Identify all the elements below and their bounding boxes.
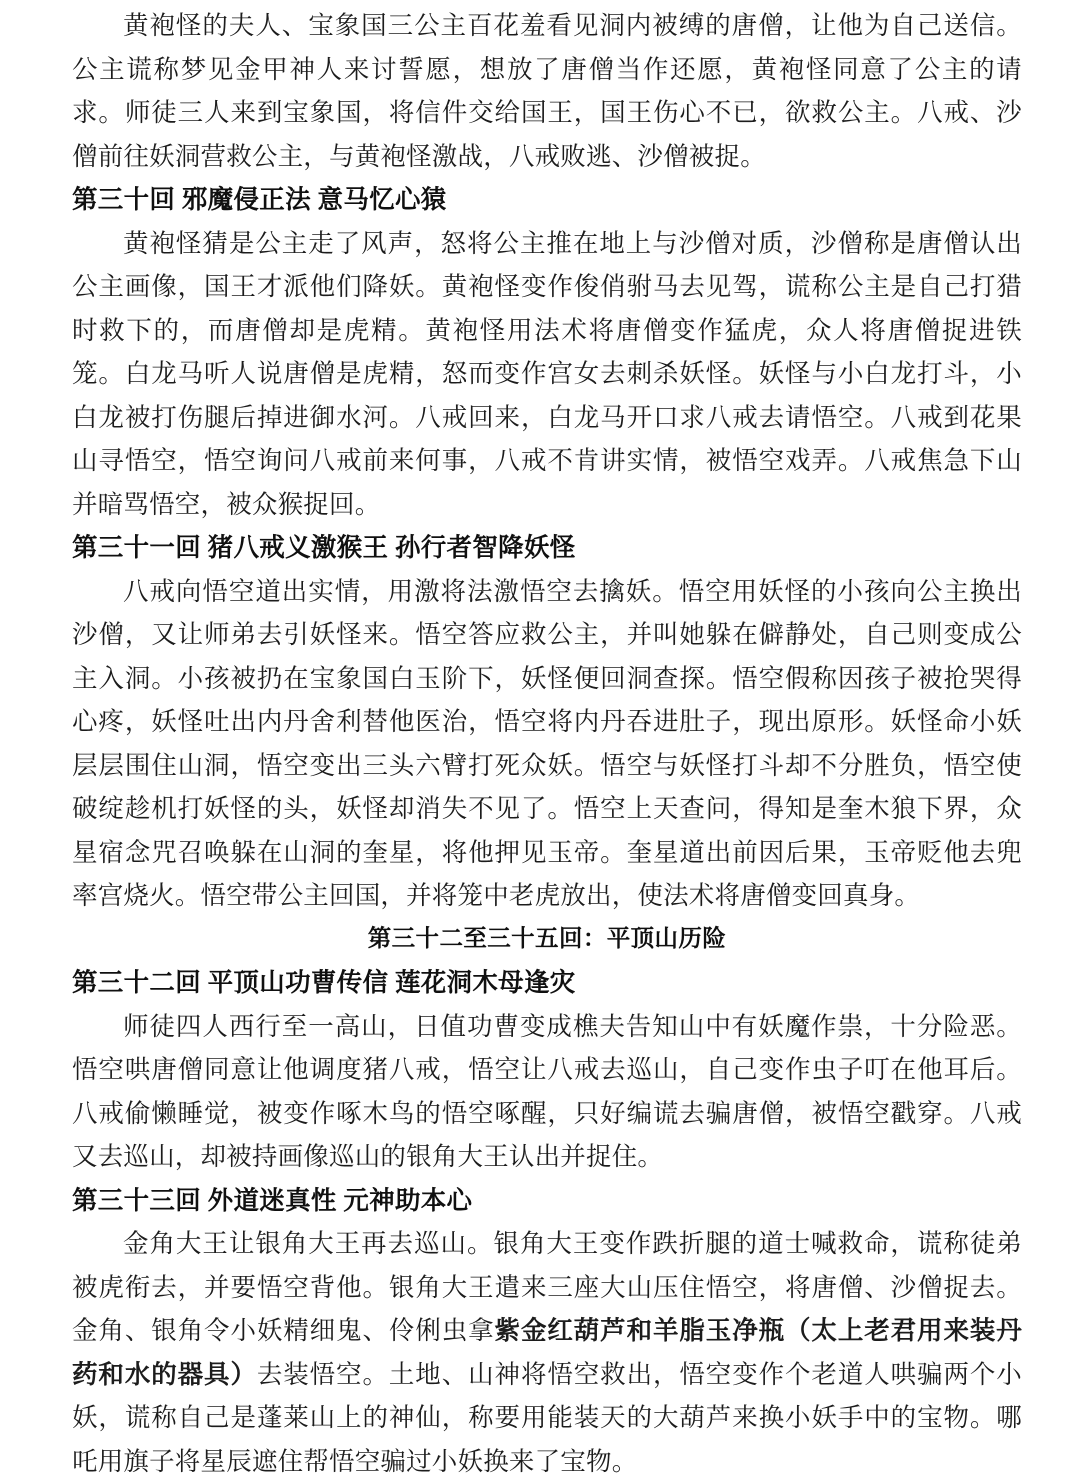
chapter-heading-33: 第三十三回 外道迷真性 元神助本心 [72,1185,473,1215]
text-run: 金角大王让银角大王再去巡山。银角大王变作跌折腿的道士喊救命，谎称徒弟被虎衔去，并要悟空背他。银角大王遣来三座大山压住悟空，将唐僧、沙僧捉去。金角、银角令小妖精细鬼、伶俐虫拿 [72,1229,1022,1345]
chapter-heading-31: 第三十一回 猪八戒义激猴王 孙行者智降妖怪 [72,533,576,562]
emphasis-run: 紫金红葫芦和羊脂玉净瓶（太上老君用来装丹药和水的器具） [72,1316,1022,1389]
chapter-heading-30: 第三十回 邪魔侵正法 意马忆心猿 [72,185,447,214]
chapter-heading-32: 第三十二回 平顶山功曹传信 莲花洞木母逢灾 [72,968,576,997]
text-run: 去装悟空。土地、山神将悟空救出，悟空变作个老道人哄骗两个小妖，谎称自己是蓬莱山上的神仙，称要用能装天的大葫芦来换小妖手中的宝物。哪吒用旗子将星辰遮住帮悟空骗过小妖换来了宝物。 [72,1359,1022,1476]
section-heading-32-35: 第三十二至三十五回：平顶山历险 [367,925,727,952]
paragraph-chapter-32: 师徒四人西行至一高山，日值功曹变成樵夫告知山中有妖魔作祟，十分险恶。悟空哄唐僧同意让他调度猪八戒，悟空让八戒去巡山，自己变作虫子叮在他耳后。八戒偷懒睡觉，被变作啄木鸟的悟空啄醒，只好编谎去骗唐僧，被悟空戳穿。八戒又去巡山，却被持画像巡山的银角大王认出并捉住。 [72,1011,1022,1171]
paragraph-intro: 黄袍怪的夫人、宝象国三公主百花羞看见洞内被缚的唐僧，让他为自己送信。公主谎称梦见金甲神人来讨誓愿，想放了唐僧当作还愿，黄袍怪同意了公主的请求。师徒三人来到宝象国，将信件交给国王，国王伤心不已，欲救公主。八戒、沙僧前往妖洞营救公主，与黄袍怪激战，八戒败逃、沙僧被捉。 [72,11,1022,171]
paragraph-chapter-31: 八戒向悟空道出实情，用激将法激悟空去擒妖。悟空用妖怪的小孩向公主换出沙僧，又让师弟去引妖怪来。悟空答应救公主，并叫她躲在僻静处，自己则变成公主入洞。小孩被扔在宝象国白玉阶下，妖怪便回洞查探。悟空假称因孩子被抢哭得心疼，妖怪吐出内丹舍利替他医治，悟空将内丹吞进肚子，现出原形。妖怪命小妖层层围住山洞，悟空变出三头六臂打死众妖。悟空与妖怪打斗却不分胜负，悟空使破绽趁机打妖怪的头，妖怪却消失不见了。悟空上天查问，得知是奎木狼下界，众星宿念咒召唤躲在山洞的奎星，将他押见玉帝。奎星道出前因后果，玉帝贬他去兜率宫烧火。悟空带公主回国，并将笼中老虎放出，使法术将唐僧变回真身。 [72,576,1022,910]
paragraph-chapter-30: 黄袍怪猜是公主走了风声，怒将公主推在地上与沙僧对质，沙僧称是唐僧认出公主画像，国王才派他们降妖。黄袍怪变作俊俏驸马去见驾，谎称公主是自己打猎时救下的，而唐僧却是虎精。黄袍怪用法术将唐僧变作猛虎，众人将唐僧捉进铁笼。白龙马听人说唐僧是虎精，怒而变作宫女去刺杀妖怪。妖怪与小白龙打斗，小白龙被打伤腿后掉进御水河。八戒回来，白龙马开口求八戒去请悟空。八戒到花果山寻悟空，悟空询问八戒前来何事，八戒不肯讲实情，被悟空戏弄。八戒焦急下山并暗骂悟空，被众猴捉回。 [72,228,1022,519]
paragraph-chapter-33 [72,1222,1022,1483]
